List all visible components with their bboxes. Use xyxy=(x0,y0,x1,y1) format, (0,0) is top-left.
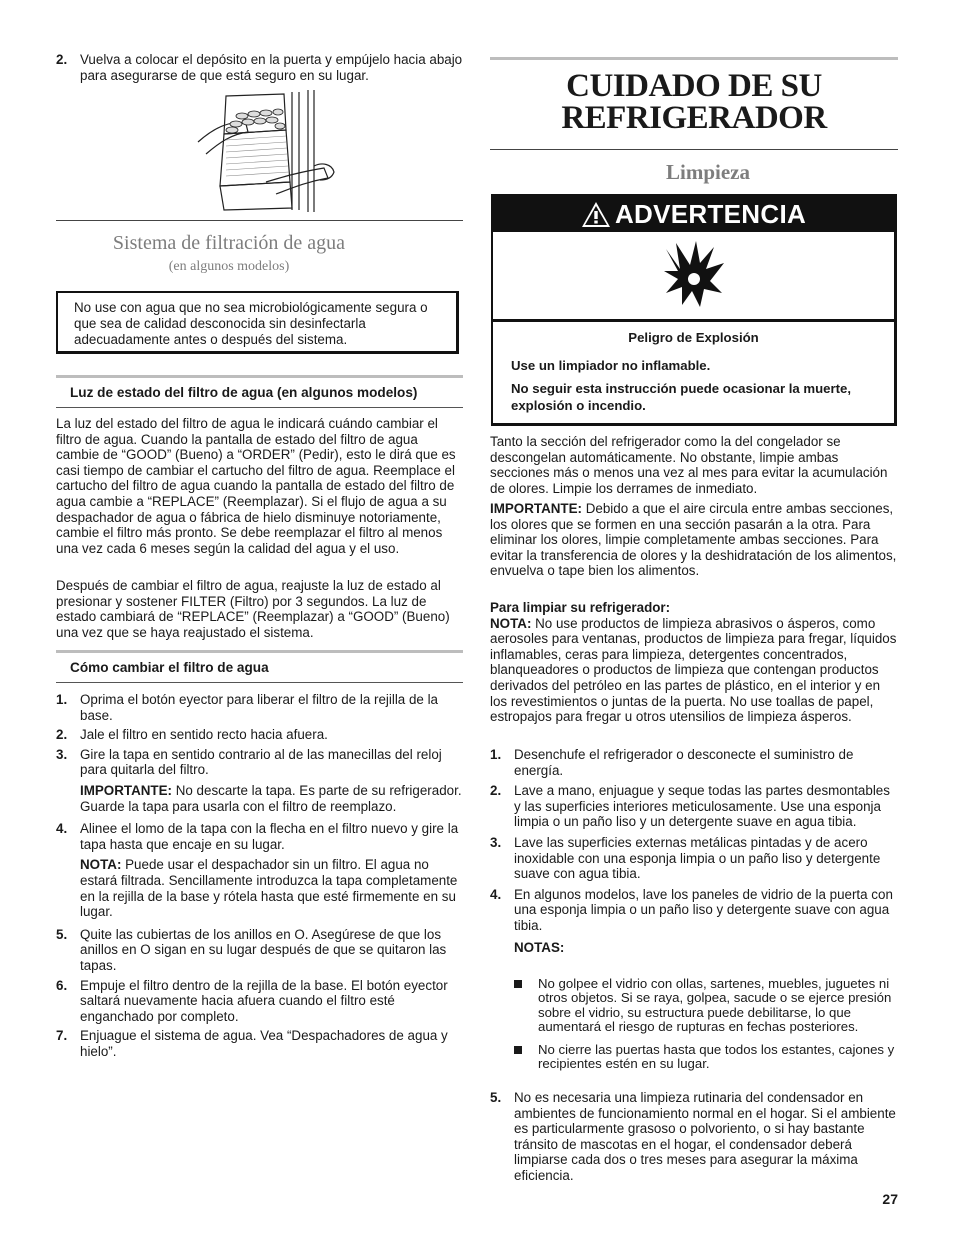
list-item: 1. Oprima el botón eyector para liberar el filtro de la rejilla de la base. xyxy=(56,692,439,723)
warning-banner-label: ADVERTENCIA xyxy=(614,199,807,229)
cleaning-note: NOTA: No use productos de limpieza abrasivos o ásperos, como aerosoles para ventanas, productos de limpieza para fregar, líquidos inflamables, ceras para limpieza, detergentes concentrados, blanqueadores o productos de limpieza que contengan productos derivados del petróleo en las partes de plástico, en el interior y en los revestimientos o juntas de la puerta. No use toallas de papel, estropajos para fregar u otros utensilios de limpieza ásperos. xyxy=(490,615,897,725)
list-item: 4. En algunos modelos, lave los paneles de vidrio de la puerta con una esponja limpia o un paño liso y detergente suave con agua tibia. NOTAS: xyxy=(490,887,898,955)
step-note: NOTA: Puede usar el despachador sin un filtro. El agua no estará filtrada. Sencillamente introduzca la tapa completamente en la rejilla de la base y rótela hasta que esté firmemente en su lugar. xyxy=(80,857,458,920)
section-subtitle: (en algunos modelos) xyxy=(168,259,290,274)
list-item: No cierre las puertas hasta que todos los estantes, cajones y recipientes estén en su lugar. xyxy=(490,1043,898,1072)
notes-bullets xyxy=(490,977,898,1071)
step-number: 2. xyxy=(56,52,68,67)
title-divider xyxy=(490,149,898,150)
notes-label: NOTAS: xyxy=(514,939,565,955)
list-item: 4. Alinee el lomo de la tapa con la flecha en el filtro nuevo y gire la tapa hasta que encaje en su lugar. NOTA: Puede usar el despachador sin un filtro. El agua no estará filtrada. Sencillamente introduzca la tapa completamente en la rejilla de la base y rótela hasta que esté firmemente en su lugar. xyxy=(56,821,463,920)
warning-line-2: No seguir esta instrucción puede ocasionar la muerte, explosión o incendio. xyxy=(511,381,852,413)
section-title: Sistema de filtración de agua xyxy=(112,232,346,254)
change-filter-steps xyxy=(56,692,463,1059)
status-light-paragraph-1: La luz del estado del filtro de agua le indicará cuándo cambiar el filtro de agua. Cuando la pantalla de estado del filtro de agua cambie de “GOOD” (Bueno) a “ORDER” (Pedir), esto le dirá que es casi tiempo de cambiar el cartucho del filtro de agua. Reemplace el cartucho del filtro de agua cuando la pantalla de estado del filtro de agua cambie a “REPLACE” (Reemplazar). Si el flujo de agua a su despachador de agua o fábrica de hielo disminuye notoriamente, cambie el filtro más pronto. Se debe reemplazar el filtro al menos una vez cada 6 meses según la calidad del agua y el uso. xyxy=(56,416,456,556)
cleaning-section xyxy=(490,600,898,725)
list-item: 2. Lave a mano, enjuague y seque todas las partes desmontables y las superficies interiores meticulosamente. Use una esponja limpia o un paño liso y un detergente suave en agua tibia. xyxy=(490,783,890,830)
status-light-heading: Luz de estado del filtro de agua (en algunos modelos) xyxy=(56,375,463,408)
list-item: 3. Gire la tapa en sentido contrario al de las manecillas del reloj para quitarla del filtro. IMPORTANTE: No descarte la tapa. Es parte de su refrigerador. Guarde la tapa para usarla con el filtro de reemplazo. xyxy=(56,746,462,814)
list-item: No golpee el vidrio con ollas, sartenes, muebles, juguetes ni otros objetos. Si se raya, golpea, sacude o se ejerce presión sobre el vidrio, su estructura puede debilitarse, lo que aumentará el riesgo de rupturas en fechas posteriores. xyxy=(490,977,898,1035)
list-item: 2. Jale el filtro en sentido recto hacia afuera. xyxy=(56,727,328,743)
page-number: 27 xyxy=(882,1191,898,1207)
reinstall-step xyxy=(56,52,487,83)
notice-text: No use con agua que no sea microbiológicamente segura o que sea de calidad desconocida sin desinfectarla adecuadamente antes o después del sistema. xyxy=(74,300,428,347)
page-title: CUIDADO DE SU REFRIGERADOR xyxy=(561,68,827,136)
important-paragraph: IMPORTANTE: Debido a que el aire circula entre ambas secciones, los olores que se formen en una sección pasarán a la otra. Para eliminar los olores, limpie completamente ambas secciones. Para evitar la transferencia de olores y la deshidratación de los alimentos, envuelva o tape bien los alimentos. xyxy=(490,501,897,579)
warning-symbol-area xyxy=(493,232,894,322)
intro-paragraph: Tanto la sección del refrigerador como la del congelador se descongelan automáticamente. No obstante, limpie ambas secciones más o menos una vez al mes para evitar la acumulación de olores. Limpie los derrames de inmediato. xyxy=(490,434,888,496)
section-divider xyxy=(56,220,463,221)
cleaning-heading: Para limpiar su refrigerador: xyxy=(490,600,671,615)
cleaning-steps xyxy=(490,747,898,955)
warning-line-1: Use un limpiador no inflamable. xyxy=(511,358,711,373)
step-note: IMPORTANTE: No descarte la tapa. Es parte de su refrigerador. Guarde la tapa para usarla con el filtro de reemplazo. xyxy=(80,782,462,814)
warning-hazard: Peligro de Explosión xyxy=(628,330,759,345)
section-subtitle: Limpieza xyxy=(666,160,750,184)
notice-box xyxy=(56,291,459,354)
condenser-step: 5. No es necesaria una limpieza rutinaria del condensador en ambientes de funcionamiento normal en el hogar. Si el ambiente es particularmente grasoso o polvoriento, o si hay bastante tránsito de mascotas en el hogar, el condensador deberá limpiarse cada dos o tres meses para asegurar la máxima eficiencia. xyxy=(490,1090,896,1183)
list-item: 6. Empuje el filtro dentro de la rejilla de la base. El botón eyector saltará nuevamente hacia afuera cuando el filtro esté enganchado por completo. xyxy=(56,977,448,1024)
list-item: 7. Enjuague el sistema de agua. Vea “Despachadores de agua y hielo”. xyxy=(56,1028,448,1059)
list-item: 3. Lave las superficies externas metálicas pintadas y de acero inoxidable con una esponja limpia o un paño liso y detergente suave con agua tibia. xyxy=(490,834,881,882)
top-rule xyxy=(490,57,898,60)
warning-box xyxy=(491,194,897,426)
warning-text xyxy=(493,322,894,414)
status-light-paragraph-2: Después de cambiar el filtro de agua, reajuste la luz de estado al presionar y sostener FILTER (Filtro) por 3 segundos. La luz de estado cambiará de “REPLACE” (Reemplazar) a “GOOD” (Bueno) una vez que se haya reajustado el sistema. xyxy=(56,578,450,640)
list-item: 5. Quite las cubiertas de los anillos en O. Asegúrese de que los anillos en O sigan en su lugar después de que se quitaron las tapas. xyxy=(56,926,447,973)
list-item: 1. Desenchufe el refrigerador o desconecte el suministro de energía. xyxy=(490,747,854,778)
warning-banner xyxy=(493,196,894,232)
explosion-icon xyxy=(662,241,726,311)
step-text: Vuelva a colocar el depósito en la puerta y empújelo hacia abajo para asegurarse de que está seguro en su lugar. xyxy=(80,52,463,83)
change-filter-heading: Cómo cambiar el filtro de agua xyxy=(56,650,463,683)
ice-bin-illustration xyxy=(196,90,356,212)
bullet-icon xyxy=(514,980,522,988)
bullet-icon xyxy=(514,1046,522,1054)
warning-triangle-icon xyxy=(581,201,611,228)
